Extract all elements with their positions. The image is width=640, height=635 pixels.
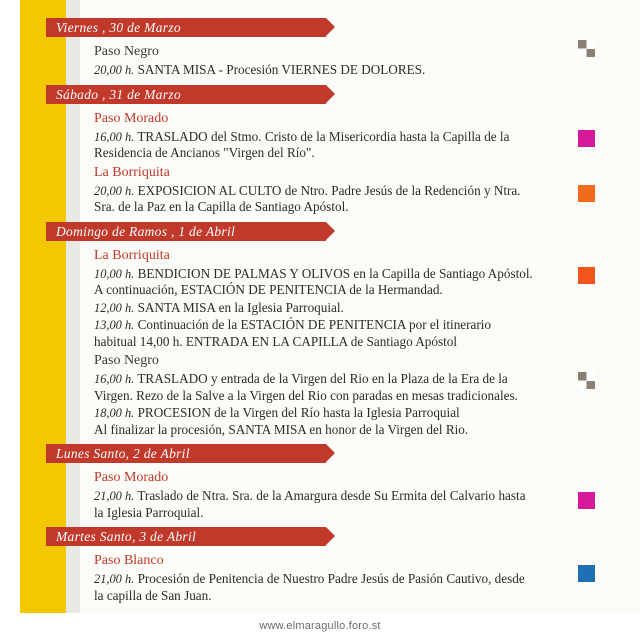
entry-text: SANTA MISA en la Iglesia Parroquial. — [137, 299, 344, 315]
day-body — [88, 241, 558, 439]
day-block — [56, 527, 558, 604]
left-white-margin — [0, 0, 20, 635]
entry-text-continued: A continuación, ESTACIÓN DE PENITENCIA de la Hermandad. — [94, 282, 443, 297]
paso-name: Paso Morado — [94, 110, 169, 126]
entry-hour: 10,00 h. — [94, 266, 135, 281]
entry-text-continued: la Iglesia Parroquial. — [94, 504, 204, 520]
chip-checker-viernes — [578, 40, 595, 57]
chip-checker-domingo — [578, 372, 595, 389]
day-block — [56, 18, 558, 79]
entry-text: Continuación de la ESTACIÓN DE PENITENCIA por el itinerario — [137, 317, 492, 332]
schedule-entry — [94, 183, 558, 200]
day-body — [88, 463, 558, 521]
day-block — [56, 222, 558, 439]
chip-blue-martes — [578, 565, 595, 582]
day-block — [56, 85, 558, 216]
day-header: Martes Santo, 3 de Abril — [46, 527, 326, 546]
schedule-entry — [94, 62, 558, 79]
chip-magenta-lunes — [578, 492, 595, 509]
entry-text: TRASLADO y entrada de la Virgen del Rio en la Plaza de la Era de la — [137, 371, 508, 386]
schedule-entry — [94, 405, 558, 422]
day-block — [56, 444, 558, 521]
day-header: Lunes Santo, 2 de Abril — [46, 444, 326, 463]
chip-magenta-sabado — [578, 130, 595, 147]
day-header: Domingo de Ramos , 1 de Abril — [46, 222, 326, 241]
entry-hour: 16,00 h. — [94, 372, 135, 386]
schedule-entry — [94, 300, 558, 317]
paso-name: Paso Negro — [94, 353, 159, 368]
schedule-entry — [94, 371, 558, 388]
entry-hour: 20,00 h. — [94, 63, 135, 77]
day-body — [88, 104, 558, 216]
entry-hour: 12,00 h. — [94, 300, 135, 315]
entry-text: TRASLADO del Stmo. Cristo de la Misericordia hasta la Capilla de la — [137, 128, 510, 144]
entry-hour: 21,00 h. — [94, 489, 135, 503]
paso-name: Paso Morado — [94, 470, 169, 485]
schedule-content — [56, 18, 558, 610]
entry-text: Traslado de Ntra. Sra. de la Amargura desde Su Ermita del Calvario hasta — [137, 488, 526, 503]
entry-text-continued: Virgen. Rezo de la Salve a la Virgen del Rio con paradas en mesas tradicionales. — [94, 387, 518, 403]
entry-hour: 16,00 h. — [94, 129, 135, 144]
schedule-entry — [94, 571, 558, 588]
paso-name: Paso Blanco — [94, 553, 164, 568]
entry-hour: 20,00 h. — [94, 183, 135, 198]
day-header: Sábado , 31 de Marzo — [46, 85, 326, 104]
day-body — [88, 546, 558, 604]
chip-orange-domingo — [578, 267, 595, 284]
entry-text: Procesión de Penitencia de Nuestro Padre Jesús de Pasión Cautivo, desde — [137, 571, 525, 586]
entry-text-continued: Al finalizar la procesión, SANTA MISA en honor de la Virgen del Rio. — [94, 421, 469, 437]
entry-text: EXPOSICION AL CULTO de Ntro. Padre Jesús de la Redención y Ntra. — [137, 182, 521, 198]
paso-name: La Borriquita — [94, 164, 170, 180]
entry-hour: 21,00 h. — [94, 572, 135, 586]
entry-text-continued: Sra. de la Paz en la Capilla de Santiago Apóstol. — [94, 199, 349, 214]
day-body — [88, 37, 558, 79]
entry-text-continued: habitual 14,00 h. ENTRADA EN LA CAPILLA de Santiago Apóstol — [94, 333, 458, 349]
entry-text-continued: la capilla de San Juan. — [94, 587, 212, 603]
paso-name: La Borriquita — [94, 247, 170, 263]
schedule-entry — [94, 317, 558, 334]
chip-orange-sabado — [578, 185, 595, 202]
paso-name: Paso Negro — [94, 44, 159, 59]
entry-text: PROCESION de la Virgen del Río hasta la Iglesia Parroquial — [137, 405, 460, 420]
day-header: Viernes , 30 de Marzo — [46, 18, 326, 37]
entry-text: BENDICION DE PALMAS Y OLIVOS en la Capilla de Santiago Apóstol. — [137, 265, 533, 281]
entry-hour: 18,00 h. — [94, 406, 135, 420]
schedule-entry — [94, 129, 558, 146]
entry-text-continued: Residencia de Ancianos "Virgen del Río". — [94, 145, 315, 160]
footer-url[interactable]: www.elmaragullo.foro.st — [259, 620, 381, 632]
schedule-entry — [94, 266, 558, 283]
entry-hour: 13,00 h. — [94, 318, 135, 332]
entry-text: SANTA MISA - Procesión VIERNES DE DOLORES. — [137, 62, 426, 77]
schedule-entry — [94, 488, 558, 505]
